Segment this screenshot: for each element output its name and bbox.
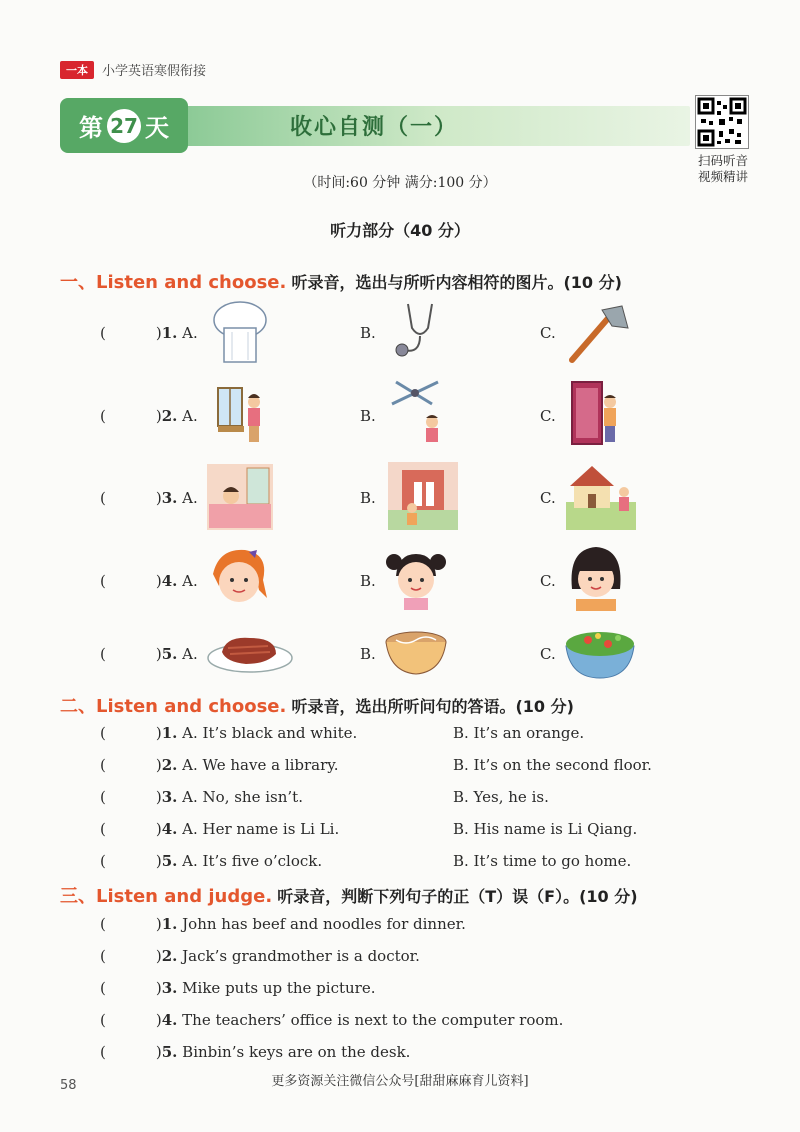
option-a: A. No, she isn’t. [182, 788, 303, 806]
option-a: A. It’s black and white. [182, 724, 358, 742]
noodle-bowl-picture[interactable] [384, 628, 448, 678]
axe-picture[interactable] [566, 304, 632, 364]
answer-blank-close: ) [155, 915, 162, 933]
answer-blank-open[interactable]: ( [100, 724, 106, 742]
statement-text: Binbin’s keys are on the desk. [182, 1043, 411, 1061]
qr-code-icon[interactable] [695, 95, 749, 149]
qr-caption-line: 视频精讲 [697, 169, 748, 184]
section-number: 一、 [60, 272, 96, 293]
question-number: 3. [161, 788, 178, 806]
option-a: A. It’s five o’clock. [182, 852, 323, 870]
section-instruction: 听录音，选出所听问句的答语。(10 分) [291, 697, 574, 716]
day-badge [60, 98, 188, 153]
page-title: 收心自测（一） [290, 115, 459, 140]
question-number: 4. [161, 1011, 178, 1029]
brand-badge: 一本 [60, 61, 94, 79]
answer-blank-open[interactable]: ( [100, 324, 106, 342]
section-number: 二、 [60, 696, 96, 717]
question-number: 4. [161, 820, 178, 838]
school-building-picture[interactable] [388, 462, 458, 530]
answer-blank-open[interactable]: ( [100, 756, 106, 774]
answer-blank-open[interactable]: ( [100, 489, 106, 507]
day-banner [60, 98, 690, 153]
fan-picture[interactable] [388, 378, 458, 448]
answer-blank-close: ) [155, 852, 162, 870]
answer-blank-open[interactable]: ( [100, 407, 106, 425]
day-number: 27 [107, 109, 141, 143]
question-row [100, 1043, 410, 1061]
option-c-label: C. [540, 324, 556, 342]
answer-blank-open[interactable]: ( [100, 645, 106, 663]
answer-blank-close: ) [155, 724, 162, 742]
question-row [100, 756, 339, 774]
qr-caption-line: 扫码听音 [697, 153, 748, 168]
house-picture[interactable] [566, 462, 636, 530]
option-c-label: C. [540, 572, 556, 590]
option-b-label: B. [360, 324, 376, 342]
question-row [100, 979, 376, 997]
answer-blank-close: ) [155, 572, 162, 590]
girl-short-hair-picture[interactable] [564, 543, 626, 613]
question-row [100, 820, 339, 838]
day-prefix: 第 [79, 114, 103, 142]
answer-blank-close: ) [155, 788, 162, 806]
brand-text: 小学英语寒假衔接 [102, 64, 207, 79]
question-row [100, 489, 198, 507]
salad-bowl-picture[interactable] [564, 624, 636, 680]
section-number: 三、 [60, 886, 96, 907]
question-number: 1. [161, 915, 178, 933]
question-number: 1. [161, 324, 178, 342]
answer-blank-close: ) [155, 979, 162, 997]
question-row [100, 724, 357, 742]
option-b: B. It’s on the second floor. [453, 756, 652, 774]
time-info: （时间:60 分钟 满分:100 分） [303, 175, 497, 191]
section-title-en: Listen and choose. [96, 696, 287, 717]
page-number: 58 [60, 1078, 77, 1093]
question-row [100, 915, 466, 933]
answer-blank-close: ) [155, 489, 162, 507]
option-b: B. His name is Li Qiang. [453, 820, 638, 838]
question-row [100, 645, 198, 663]
question-number: 5. [161, 1043, 178, 1061]
section-instruction: 听录音，判断下列句子的正（T）误（F）。(10 分) [277, 887, 638, 906]
section-title-en: Listen and choose. [96, 272, 287, 293]
answer-blank-open[interactable]: ( [100, 947, 106, 965]
answer-blank-open[interactable]: ( [100, 979, 106, 997]
question-number: 5. [161, 645, 178, 663]
question-number: 4. [161, 572, 178, 590]
option-b: B. It’s time to go home. [453, 852, 632, 870]
section-instruction: 听录音，选出与所听内容相符的图片。(10 分) [291, 273, 622, 292]
chef-hat-picture[interactable] [212, 300, 268, 366]
option-b: B. It’s an orange. [453, 724, 585, 742]
option-c-label: C. [540, 645, 556, 663]
question-row [100, 407, 198, 425]
option-a: A. We have a library. [182, 756, 339, 774]
answer-blank-close: ) [155, 1043, 162, 1061]
answer-blank-close: ) [155, 324, 162, 342]
option-a-label: A. [182, 489, 198, 507]
answer-blank-open[interactable]: ( [100, 572, 106, 590]
girl-ponytail-picture[interactable] [205, 546, 273, 612]
question-number: 3. [161, 489, 178, 507]
option-a-label: A. [182, 645, 198, 663]
section-title-en: Listen and judge. [96, 886, 273, 907]
question-row [100, 324, 198, 342]
question-row [100, 947, 420, 965]
option-c-label: C. [540, 407, 556, 425]
girl-pigtails-picture[interactable] [384, 546, 448, 612]
statement-text: John has beef and noodles for dinner. [182, 915, 466, 933]
open-window-picture[interactable] [216, 384, 266, 448]
option-b-label: B. [360, 572, 376, 590]
answer-blank-close: ) [155, 820, 162, 838]
answer-blank-open[interactable]: ( [100, 852, 106, 870]
question-row [100, 1011, 563, 1029]
footer-note: 更多资源关注微信公众号[甜甜麻麻育儿资料] [271, 1074, 529, 1089]
question-number: 2. [161, 407, 178, 425]
door-picture[interactable] [570, 380, 626, 446]
answer-blank-open[interactable]: ( [100, 1043, 106, 1061]
answer-blank-open[interactable]: ( [100, 820, 106, 838]
section2-heading [60, 692, 574, 718]
option-a-label: A. [182, 324, 198, 342]
bedroom-picture[interactable] [207, 464, 273, 530]
answer-blank-close: ) [155, 947, 162, 965]
statement-text: Mike puts up the picture. [182, 979, 376, 997]
option-b-label: B. [360, 645, 376, 663]
option-b-label: B. [360, 489, 376, 507]
beef-steak-picture[interactable] [206, 628, 294, 676]
question-row [100, 572, 198, 590]
question-number: 2. [161, 947, 178, 965]
question-number: 1. [161, 724, 178, 742]
part-title: 听力部分（40 分） [330, 221, 470, 240]
question-row [100, 852, 322, 870]
answer-blank-close: ) [155, 756, 162, 774]
answer-blank-open[interactable]: ( [100, 788, 106, 806]
option-a-label: A. [182, 572, 198, 590]
section3-heading [60, 882, 638, 908]
question-number: 5. [161, 852, 178, 870]
day-suffix: 天 [145, 114, 169, 142]
statement-text: Jack’s grandmother is a doctor. [182, 947, 420, 965]
question-number: 2. [161, 756, 178, 774]
answer-blank-open[interactable]: ( [100, 1011, 106, 1029]
answer-blank-close: ) [155, 645, 162, 663]
option-a: A. Her name is Li Li. [182, 820, 340, 838]
option-b-label: B. [360, 407, 376, 425]
question-row [100, 788, 303, 806]
option-a-label: A. [182, 407, 198, 425]
brand-header [60, 60, 206, 79]
answer-blank-open[interactable]: ( [100, 915, 106, 933]
question-number: 3. [161, 979, 178, 997]
statement-text: The teachers’ office is next to the computer room. [182, 1011, 564, 1029]
section1-heading [60, 268, 622, 294]
answer-blank-close: ) [155, 1011, 162, 1029]
option-b: B. Yes, he is. [453, 788, 549, 806]
stethoscope-picture[interactable] [390, 300, 450, 362]
option-c-label: C. [540, 489, 556, 507]
answer-blank-close: ) [155, 407, 162, 425]
